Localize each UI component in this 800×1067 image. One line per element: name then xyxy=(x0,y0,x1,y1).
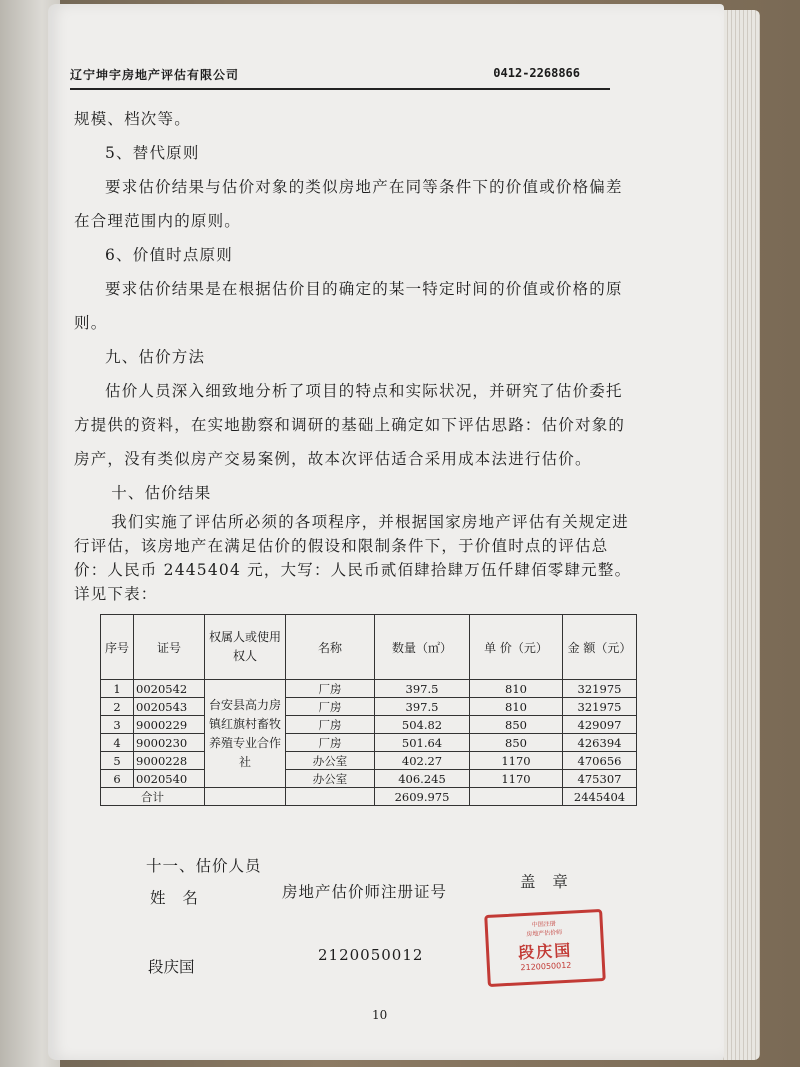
cell-seq: 1 xyxy=(101,680,134,698)
cell-name: 厂房 xyxy=(286,734,375,752)
header-qty: 数量（㎡） xyxy=(375,615,470,680)
cell-qty: 501.64 xyxy=(375,734,470,752)
header-name: 名称 xyxy=(286,615,375,680)
total-qty: 2609.975 xyxy=(375,788,470,806)
cell-cert: 0020543 xyxy=(134,698,205,716)
cell-cert: 9000228 xyxy=(134,752,205,770)
cell-cert: 0020540 xyxy=(134,770,205,788)
cell-price: 850 xyxy=(470,716,563,734)
cell-name: 厂房 xyxy=(286,716,375,734)
stamp-line2: 房地产估价师 xyxy=(526,929,563,938)
table-total-row xyxy=(101,788,637,806)
cell-name: 厂房 xyxy=(286,698,375,716)
table-row xyxy=(101,680,637,698)
cell-name: 厂房 xyxy=(286,680,375,698)
cell-price: 850 xyxy=(470,734,563,752)
header-seq: 序号 xyxy=(101,615,134,680)
stamp-number: 2120050012 xyxy=(520,960,572,973)
table-row xyxy=(101,698,637,716)
cell-amount: 321975 xyxy=(563,698,637,716)
valuer-cert-no: 2120050012 xyxy=(318,946,424,964)
cell-owner: 台安县高力房镇红旗村畜牧养殖专业合作社 xyxy=(205,680,286,788)
table-header-row xyxy=(101,615,637,680)
total-empty-name xyxy=(286,788,375,806)
stamp-name: 段庆国 xyxy=(517,940,573,963)
page-number: 10 xyxy=(372,1008,388,1022)
cell-qty: 504.82 xyxy=(375,716,470,734)
cell-seq: 3 xyxy=(101,716,134,734)
label-seal: 盖 章 xyxy=(520,873,574,891)
cell-amount: 470656 xyxy=(563,752,637,770)
cell-price: 1170 xyxy=(470,752,563,770)
cell-qty: 406.245 xyxy=(375,770,470,788)
paragraph-valuation-result: 我们实施了评估所必须的各项程序，并根据国家房地产评估有关规定进行评估，该房地产在满足估价的假设和限制条件下，于价值时点的评估总价：人民币 2445404 元，大写：人民币贰佰肆拾肆万伍仟肆佰零肆元整。详见下表： xyxy=(74,513,632,603)
heading-substitution-principle: 5、替代原则 xyxy=(105,144,200,162)
heading-valuation-result: 十、估价结果 xyxy=(111,484,212,502)
label-cert-no: 房地产估价师注册证号 xyxy=(282,883,448,901)
cell-cert: 9000230 xyxy=(134,734,205,752)
header-owner: 权属人或使用权人 xyxy=(205,615,286,680)
total-label: 合计 xyxy=(101,788,205,806)
registration-stamp xyxy=(484,909,606,987)
paragraph-valuation-method: 估价人员深入细致地分析了项目的特点和实际状况，并研究了估价委托方提供的资料，在实地勘察和调研的基础上确定如下评估思路：估价对象的房产，没有类似房产交易案例，故本次评估适合采用成本法进行估价。 xyxy=(74,382,626,468)
page-header xyxy=(70,62,610,90)
cell-seq: 4 xyxy=(101,734,134,752)
cell-qty: 397.5 xyxy=(375,680,470,698)
cell-price: 810 xyxy=(470,680,563,698)
header-cert: 证号 xyxy=(134,615,205,680)
table-row xyxy=(101,770,637,788)
valuation-table xyxy=(100,614,637,806)
table-row xyxy=(101,716,637,734)
cell-cert: 0020542 xyxy=(134,680,205,698)
stamp-line1: 中国注册 xyxy=(531,920,556,929)
cell-cert: 9000229 xyxy=(134,716,205,734)
header-price: 单 价（元） xyxy=(470,615,563,680)
cell-name: 办公室 xyxy=(286,752,375,770)
total-empty-price xyxy=(470,788,563,806)
label-name: 姓 名 xyxy=(150,889,204,907)
cell-price: 1170 xyxy=(470,770,563,788)
paragraph-value-date-principle: 要求估价结果是在根据估价目的确定的某一特定时间的价值或价格的原则。 xyxy=(74,280,623,332)
body-text xyxy=(74,102,634,606)
valuer-name: 段庆国 xyxy=(148,958,195,976)
heading-valuation-method: 九、估价方法 xyxy=(105,348,206,366)
cell-amount: 321975 xyxy=(563,680,637,698)
cell-amount: 429097 xyxy=(563,716,637,734)
cell-seq: 5 xyxy=(101,752,134,770)
total-amount: 2445404 xyxy=(563,788,637,806)
cell-amount: 426394 xyxy=(563,734,637,752)
total-empty-owner xyxy=(205,788,286,806)
cell-name: 办公室 xyxy=(286,770,375,788)
cell-amount: 475307 xyxy=(563,770,637,788)
company-phone: 0412-2268866 xyxy=(493,66,580,80)
cell-price: 810 xyxy=(470,698,563,716)
heading-value-date-principle: 6、价值时点原则 xyxy=(105,246,233,264)
header-amount: 金 额（元） xyxy=(563,615,637,680)
table-row xyxy=(101,734,637,752)
cell-seq: 2 xyxy=(101,698,134,716)
paragraph-substitution-principle: 要求估价结果与估价对象的类似房地产在同等条件下的价值或价格偏差在合理范围内的原则。 xyxy=(74,178,623,230)
cell-seq: 6 xyxy=(101,770,134,788)
cell-qty: 402.27 xyxy=(375,752,470,770)
cell-qty: 397.5 xyxy=(375,698,470,716)
company-name: 辽宁坤宇房地产评估有限公司 xyxy=(70,68,240,82)
table-row xyxy=(101,752,637,770)
heading-valuers: 十一、估价人员 xyxy=(146,857,262,875)
paragraph-continuation: 规模、档次等。 xyxy=(74,110,191,128)
